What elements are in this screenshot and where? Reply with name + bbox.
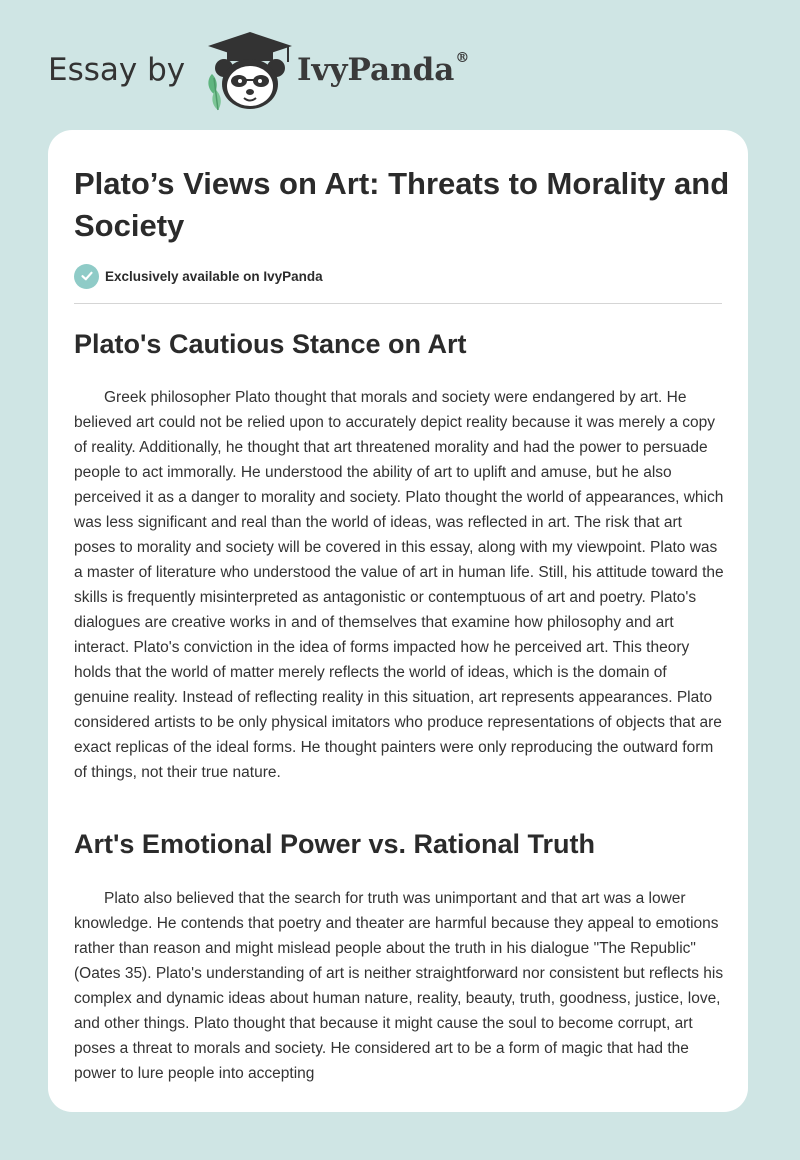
brand-text: IvyPanda (297, 52, 455, 88)
brand-name[interactable] (297, 52, 469, 88)
check-circle-icon (74, 264, 99, 289)
registered-mark: ® (455, 50, 470, 66)
exclusive-badge-text: Exclusively available on IvyPanda (105, 268, 323, 284)
site-header (0, 0, 800, 130)
exclusive-badge (74, 263, 323, 289)
essay-title: Plato’s Views on Art: Threats to Morality and Society (74, 166, 730, 243)
section-heading: Art's Emotional Power vs. Rational Truth (74, 829, 596, 859)
section-paragraph: Plato also believed that the search for truth was unimportant and that art was a lower knowledge. He contends that poetry and theater are harmful because they appeal to emotions rather than reason and might mislead people about the truth in his dialogue "The Republic" (Oates 35). Plato's understanding of art is neither straightforward nor consistent but reflects his complex and dynamic ideas about human nature, reality, beauty, truth, goodness, justice, love, and other things. Plato thought that because it might cause the soul to become corrupt, art poses a threat to morals and society. He considered art to be a form of magic that had the power to lure people into accepting (74, 890, 724, 1082)
section-heading: Plato's Cautious Stance on Art (74, 329, 467, 359)
panda-logo-icon[interactable] (200, 30, 296, 112)
section-paragraph: Greek philosopher Plato thought that morals and society were endangered by art. He believed art could not be relied upon to accurately depict reality because it was merely a copy of reality. Additionally, he thought that art threatened morality and had the power to persuade people to act immorally. He understood the ability of art to uplift and amuse, but he also perceived it as a danger to morality and society. Plato thought the world of appearances, which was less significant and real than the world of ideas, was reflected in art. The risk that art poses to morality and society will be covered in this essay, along with my viewpoint. Plato was a master of literature who understood the value of art in human life. Still, his attitude toward the skills is frequently misinterpreted as antagonistic or contemptuous of art and poetry. Plato's dialogues are creative works in and of themselves that examine how philosophy and art interact. Plato's conviction in the idea of forms impacted how he perceived art. This theory holds that the world of matter merely reflects the world of ideas, which is the domain of genuine reality. Instead of reflecting reality in this situation, art represents appearances. Plato considered artists to be only physical imitators who produce representations of objects that are exact replicas of the ideal forms. He thought painters were only reproducing the outward form of things, not their true nature. (74, 389, 724, 781)
divider (74, 303, 722, 304)
essay-by-label: Essay by (48, 52, 186, 88)
essay-card (48, 130, 748, 1112)
